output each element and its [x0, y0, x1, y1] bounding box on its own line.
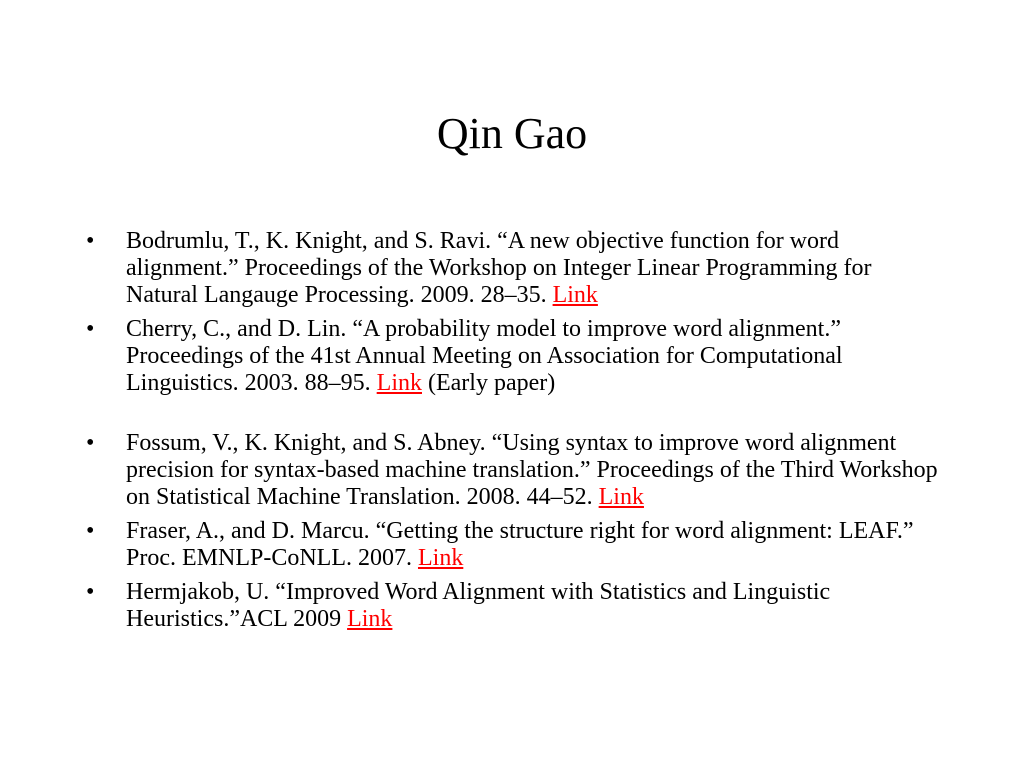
- reference-list: [86, 228, 946, 640]
- reference-text: Fossum, V., K. Knight, and S. Abney. “Using syntax to improve word alignment precision for syntax-based machine translation.” Proceedings of the Third Workshop on Statistical Machine Translation. 2008. 44–52.: [126, 430, 938, 510]
- reference-item: [86, 430, 946, 511]
- bullet-icon: •: [86, 228, 95, 254]
- bullet-icon: •: [86, 430, 95, 456]
- reference-link[interactable]: Link: [552, 282, 598, 308]
- reference-link[interactable]: Link: [376, 370, 422, 396]
- reference-link[interactable]: Link: [347, 606, 393, 632]
- bullet-icon: •: [86, 316, 95, 342]
- reference-item: [86, 518, 946, 572]
- reference-item: [86, 316, 946, 397]
- bullet-icon: •: [86, 579, 95, 605]
- reference-text: Cherry, C., and D. Lin. “A probability model to improve word alignment.” Proceedings of the 41st Annual Meeting on Association for Computational Linguistics. 2003. 88–95.: [126, 316, 843, 396]
- reference-item: [86, 228, 946, 309]
- reference-link[interactable]: Link: [598, 484, 644, 510]
- reference-text: Bodrumlu, T., K. Knight, and S. Ravi. “A new objective function for word alignment.” Proceedings of the Workshop on Integer Linear Programming for Natural Langauge Processing. 2009. 28–35.: [126, 228, 872, 308]
- reference-suffix: (Early paper): [422, 370, 556, 396]
- reference-link[interactable]: Link: [417, 545, 464, 571]
- reference-text: Fraser, A., and D. Marcu. “Getting the structure right for word alignment: LEAF.” Proc. EMNLP-CoNLL. 2007.: [126, 518, 914, 571]
- bullet-icon: •: [86, 518, 95, 544]
- reference-item: [86, 579, 946, 633]
- reference-text: Hermjakob, U. “Improved Word Alignment with Statistics and Linguistic Heuristics.”ACL 2009: [126, 579, 831, 632]
- slide-title: Qin Gao: [436, 109, 588, 158]
